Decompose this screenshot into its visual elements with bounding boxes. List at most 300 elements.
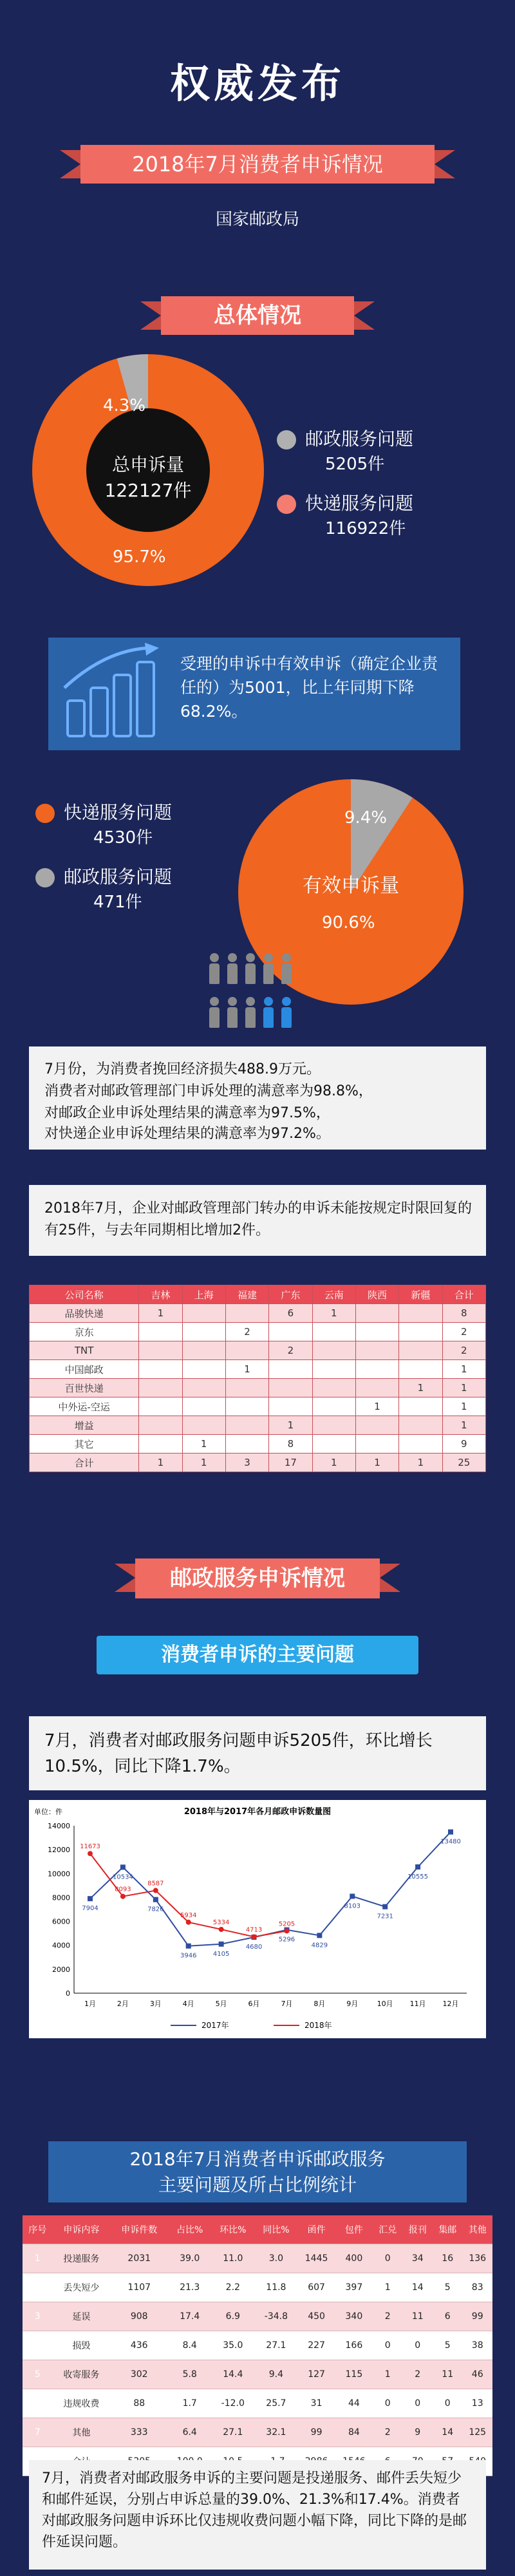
table2-cell: 27.1	[254, 2331, 297, 2360]
table2-cell: 607	[297, 2273, 335, 2302]
table1-cell	[399, 1323, 442, 1341]
table1-row	[30, 1454, 486, 1472]
table2-cell: 其他	[52, 2418, 110, 2447]
y-tick-label: 2000	[52, 1965, 70, 1974]
table2-cell: 25.7	[254, 2389, 297, 2418]
table1-cell: TNT	[30, 1341, 139, 1360]
data-label: 10534	[113, 1873, 133, 1881]
data-point	[120, 1864, 126, 1870]
postal-ribbon	[135, 1558, 380, 1598]
table1-cell	[225, 1397, 268, 1416]
table2-cell: 4	[23, 2331, 52, 2360]
data-label: 4829	[311, 1942, 328, 1949]
table1-cell	[182, 1416, 225, 1435]
table2-cell: 11.8	[254, 2273, 297, 2302]
table1-cell	[139, 1435, 182, 1454]
x-tick-label: 8月	[314, 2000, 326, 2008]
source-label: 国家邮政局	[215, 210, 299, 229]
table1-row	[30, 1304, 486, 1323]
data-point	[219, 1927, 224, 1932]
table2-cell: 11	[403, 2302, 433, 2331]
table2-title-line-1: 2018年7月消费者申诉邮政服务	[129, 2148, 386, 2170]
table2-cell: 16	[433, 2244, 462, 2273]
final-text: 7月，消费者对邮政服务申诉的主要问题是投递服务、邮件丢失短少和邮件延误，分别占申诉总量的39.0%、21.3%和17.4%。消费者对邮政服务问题申诉环比仅违规收费问题小幅下降，同比下降的是邮件延误问题。	[42, 2470, 467, 2550]
table1-cell	[225, 1416, 268, 1435]
satisfaction-line-1: 7月份，为消费者挽回经济损失488.9万元。	[44, 1061, 321, 1077]
table1-header-cell: 吉林	[139, 1285, 182, 1304]
table2-header-cell: 序号	[23, 2215, 52, 2244]
table2-cell: 1445	[297, 2244, 335, 2273]
legend-express	[277, 489, 413, 539]
data-point	[88, 1851, 93, 1856]
x-tick-label: 6月	[248, 2000, 260, 2008]
postal-summary-text: 7月，消费者对邮政服务问题申诉5205件，环比增长10.5%，同比下降1.7%。	[44, 1731, 433, 1776]
postal-summary-box	[29, 1716, 486, 1790]
table1-cell: 京东	[30, 1323, 139, 1341]
data-label: 13480	[440, 1838, 461, 1846]
table2-cell: 5	[433, 2331, 462, 2360]
table1-cell: 8	[442, 1304, 485, 1323]
data-label: 4105	[212, 1950, 230, 1958]
table2-cell: 5.8	[168, 2360, 211, 2389]
table1-cell	[355, 1304, 398, 1323]
table1-cell	[139, 1397, 182, 1416]
table2-cell: 436	[110, 2331, 168, 2360]
data-label: 8587	[147, 1880, 164, 1888]
series-line-2017年	[90, 1832, 451, 1946]
data-point	[317, 1933, 322, 1938]
table2-cell: 1.7	[168, 2389, 211, 2418]
table1-cell: 9	[442, 1435, 485, 1454]
table2-cell: 损毁	[52, 2331, 110, 2360]
table1-cell	[182, 1360, 225, 1379]
table2-cell: 46	[462, 2360, 492, 2389]
table2-cell: 227	[297, 2331, 335, 2360]
x-tick-label: 11月	[409, 2000, 426, 2008]
table2-header-cell: 报刊	[403, 2215, 433, 2244]
table1-cell	[399, 1341, 442, 1360]
legend-label: 2018年	[304, 2021, 332, 2030]
table1-cell	[399, 1304, 442, 1323]
growth-chart-icon	[55, 643, 171, 746]
table1-cell	[399, 1397, 442, 1416]
table2-cell: 2	[373, 2418, 402, 2447]
postal-title: 邮政服务申诉情况	[170, 1566, 345, 1591]
table1-cell: 1	[399, 1454, 442, 1472]
table2-cell: 11	[433, 2360, 462, 2389]
table2-cell: 32.1	[254, 2418, 297, 2447]
table2-header-cell: 申诉件数	[110, 2215, 168, 2244]
data-label: 5334	[212, 1918, 230, 1926]
table1-cell: 2	[442, 1341, 485, 1360]
table2-cell: 0	[403, 2331, 433, 2360]
data-point	[415, 1864, 420, 1870]
table1-cell	[355, 1341, 398, 1360]
table1-cell	[269, 1397, 312, 1416]
table2-cell: 125	[462, 2418, 492, 2447]
table1-cell	[225, 1435, 268, 1454]
valid-banner	[48, 638, 460, 750]
legend-postal-label: 邮政服务问题	[305, 428, 414, 450]
table2-row	[23, 2418, 492, 2447]
valid-legend-express-dot	[35, 804, 55, 823]
table2-cell: 丢失短少	[52, 2273, 110, 2302]
table1-cell: 1	[442, 1379, 485, 1397]
table1-cell: 1	[442, 1360, 485, 1379]
table1-cell	[355, 1379, 398, 1397]
table1-cell	[182, 1323, 225, 1341]
x-tick-label: 2月	[117, 2000, 129, 2008]
person-icon	[227, 997, 238, 1028]
table1-cell	[139, 1379, 182, 1397]
table2-cell: 5	[433, 2273, 462, 2302]
data-point	[284, 1928, 289, 1933]
valid-pie-label: 有效申诉量	[303, 875, 399, 897]
final-box	[29, 2460, 486, 2570]
table1-cell: 1	[182, 1454, 225, 1472]
table2-cell: 9.4	[254, 2360, 297, 2389]
table2-cell: 302	[110, 2360, 168, 2389]
subtitle-text: 2018年7月消费者申诉情况	[132, 152, 383, 176]
table1-cell: 1	[312, 1454, 355, 1472]
table2-cell: 2	[23, 2273, 52, 2302]
table2-cell: 908	[110, 2302, 168, 2331]
person-icon	[263, 997, 274, 1028]
data-label: 5205	[278, 1920, 295, 1928]
data-label: 5934	[180, 1911, 197, 1919]
data-point	[448, 1830, 453, 1835]
chart-title: 2018年与2017年各月邮政申诉数量图	[183, 1807, 332, 1817]
x-tick-label: 7月	[281, 2000, 293, 2008]
table1-cell: 1	[355, 1397, 398, 1416]
table2-header-cell: 申诉内容	[52, 2215, 110, 2244]
subsection-ribbon	[97, 1636, 418, 1674]
table2-cell: 1107	[110, 2273, 168, 2302]
table2-cell: 投递服务	[52, 2244, 110, 2273]
valid-legend-express-value: 4530件	[93, 828, 153, 848]
table2-cell: 400	[335, 2244, 373, 2273]
valid-legend-postal-dot	[35, 868, 55, 887]
table2-cell: 88	[110, 2389, 168, 2418]
transfer-text: 2018年7月，企业对邮政管理部门转办的申诉未能按规定时限回复的有25件，与去年同期相比增加2件。	[44, 1200, 472, 1238]
table2-cell: 1	[23, 2244, 52, 2273]
table2-cell: 6.9	[211, 2302, 254, 2331]
table2-cell: 17.4	[168, 2302, 211, 2331]
table2-cell: 11.0	[211, 2244, 254, 2273]
table1-cell: 2	[442, 1323, 485, 1341]
table2-cell: 8.4	[168, 2331, 211, 2360]
satisfaction-line-2: 消费者对邮政管理部门申诉处理的满意率为98.8%，	[44, 1083, 373, 1099]
table2-cell: 2	[373, 2302, 402, 2331]
table2-title-line-2: 主要问题及所占比例统计	[158, 2174, 357, 2195]
subtitle-ribbon	[80, 145, 435, 184]
table2-cell: 2031	[110, 2244, 168, 2273]
valid-legend-postal-label: 邮政服务问题	[64, 866, 173, 887]
y-tick-label: 14000	[48, 1822, 70, 1830]
table1-cell: 中国邮政	[30, 1360, 139, 1379]
monthly-line-chart	[29, 1800, 486, 2038]
table1-cell: 合计	[30, 1454, 139, 1472]
table1-cell: 1	[399, 1379, 442, 1397]
table1-cell	[312, 1323, 355, 1341]
x-tick-label: 1月	[84, 2000, 96, 2008]
x-tick-label: 4月	[182, 2000, 194, 2008]
data-label: 10555	[407, 1873, 428, 1880]
table2-cell: 31	[297, 2389, 335, 2418]
x-tick-label: 10月	[377, 2000, 393, 2008]
data-point	[382, 1904, 388, 1909]
table1-cell	[312, 1397, 355, 1416]
table1-header-cell: 广东	[269, 1285, 312, 1304]
x-tick-label: 12月	[442, 2000, 459, 2008]
table1-cell	[312, 1435, 355, 1454]
table2-cell: 166	[335, 2331, 373, 2360]
data-point	[88, 1896, 93, 1901]
table1-header-cell: 合计	[442, 1285, 485, 1304]
data-point	[120, 1894, 126, 1899]
table2-cell: 0	[373, 2244, 402, 2273]
table2-cell: 127	[297, 2360, 335, 2389]
legend-express-dot	[277, 495, 296, 514]
table1-header-cell: 公司名称	[30, 1285, 139, 1304]
table2-row	[23, 2389, 492, 2418]
table1-cell	[182, 1379, 225, 1397]
table2-header-cell: 环比%	[211, 2215, 254, 2244]
table1-cell	[399, 1435, 442, 1454]
table1-cell: 2	[225, 1323, 268, 1341]
data-point	[186, 1920, 191, 1925]
table1-cell	[312, 1360, 355, 1379]
y-tick-label: 12000	[48, 1846, 70, 1855]
person-icon	[281, 997, 292, 1028]
table1-cell: 1	[269, 1416, 312, 1435]
table1-row	[30, 1323, 486, 1341]
table1-cell	[399, 1416, 442, 1435]
data-point	[153, 1897, 158, 1902]
table1-row	[30, 1397, 486, 1416]
table2-cell: 2	[403, 2360, 433, 2389]
person-icon	[209, 953, 220, 984]
table2-header-cell: 集邮	[433, 2215, 462, 2244]
table1-cell	[139, 1341, 182, 1360]
data-label: 11673	[80, 1843, 100, 1851]
table1-cell	[355, 1360, 398, 1379]
data-label: 8103	[344, 1902, 360, 1910]
table2-cell: 34	[403, 2244, 433, 2273]
table2-cell: 收寄服务	[52, 2360, 110, 2389]
valid-legend-express	[35, 799, 172, 848]
people-icon-group	[209, 953, 338, 1037]
table1-cell: 2	[269, 1341, 312, 1360]
table1-cell: 增益	[30, 1416, 139, 1435]
table2-cell: 14	[433, 2418, 462, 2447]
table1-cell: 6	[269, 1304, 312, 1323]
table2-header-cell: 占比%	[168, 2215, 211, 2244]
donut-express-pct: 95.7%	[113, 547, 166, 567]
table1-cell	[225, 1379, 268, 1397]
satisfaction-line-3: 对邮政企业申诉处理结果的满意率为97.5%，	[44, 1105, 330, 1121]
table2-cell: 35.0	[211, 2331, 254, 2360]
issues-table-wrap	[23, 2215, 492, 2476]
person-icon	[209, 997, 220, 1028]
table1-cell: 中外运-空运	[30, 1397, 139, 1416]
table2-cell: 1	[373, 2360, 402, 2389]
overall-title: 总体情况	[214, 303, 301, 328]
table1-cell	[399, 1360, 442, 1379]
table1-header-cell: 陕西	[355, 1285, 398, 1304]
table1-row	[30, 1360, 486, 1379]
table2-cell: 延误	[52, 2302, 110, 2331]
table1-cell	[312, 1341, 355, 1360]
monthly-chart-panel	[29, 1800, 486, 2038]
data-label: 7826	[147, 1906, 164, 1913]
table2-cell: 7	[23, 2418, 52, 2447]
table1-header-cell: 福建	[225, 1285, 268, 1304]
legend-express-value: 116922件	[325, 519, 406, 538]
valid-legend-express-label: 快递服务问题	[64, 802, 173, 823]
table2-cell: 44	[335, 2389, 373, 2418]
table1-cell: 百世快递	[30, 1379, 139, 1397]
y-tick-label: 4000	[52, 1941, 70, 1950]
legend-label: 2017年	[201, 2021, 229, 2030]
table2-cell: 39.0	[168, 2244, 211, 2273]
table2-cell: 340	[335, 2302, 373, 2331]
table1-cell	[225, 1304, 268, 1323]
data-label: 4713	[245, 1926, 263, 1934]
transfer-box	[29, 1185, 486, 1256]
legend-postal	[277, 425, 413, 475]
table2-cell: 38	[462, 2331, 492, 2360]
table1-cell: 1	[139, 1304, 182, 1323]
data-label: 4680	[245, 1944, 263, 1951]
table2-row	[23, 2302, 492, 2331]
table1-cell	[182, 1341, 225, 1360]
valid-legend-postal	[35, 863, 172, 913]
table2-row	[23, 2273, 492, 2302]
table1-cell: 1	[139, 1454, 182, 1472]
table2-cell: 9	[403, 2418, 433, 2447]
table1-cell: 其它	[30, 1435, 139, 1454]
table2-cell: 83	[462, 2273, 492, 2302]
table2-cell: 115	[335, 2360, 373, 2389]
table1-cell	[139, 1360, 182, 1379]
table2-cell: 397	[335, 2273, 373, 2302]
table2-cell: 6	[23, 2389, 52, 2418]
table1-header-cell: 新疆	[399, 1285, 442, 1304]
data-label: 7231	[377, 1913, 393, 1920]
table2-cell: 5	[23, 2360, 52, 2389]
table1-cell: 1	[182, 1435, 225, 1454]
table2-cell: 136	[462, 2244, 492, 2273]
valid-pie-express-pct: 90.6%	[322, 913, 375, 933]
table1-row	[30, 1379, 486, 1397]
table1-row	[30, 1341, 486, 1360]
valid-pie-postal-pct: 9.4%	[344, 808, 388, 828]
table2-header-cell: 包件	[335, 2215, 373, 2244]
table1-cell: 1	[312, 1304, 355, 1323]
chart-ylabel: 单位：件	[34, 1808, 62, 1816]
table2-cell: 6.4	[168, 2418, 211, 2447]
table1-cell	[355, 1416, 398, 1435]
issues-table	[23, 2215, 492, 2476]
table1-cell	[139, 1416, 182, 1435]
table1-cell: 品骏快递	[30, 1304, 139, 1323]
legend-postal-dot	[277, 430, 296, 450]
table2-cell: 0	[433, 2389, 462, 2418]
table2-cell: 0	[373, 2389, 402, 2418]
donut-label: 总申诉量	[111, 454, 184, 475]
y-tick-label: 8000	[52, 1893, 70, 1902]
table1-cell	[269, 1323, 312, 1341]
table2-header	[48, 2141, 467, 2202]
table1-header-cell: 云南	[312, 1285, 355, 1304]
transfer-table	[29, 1285, 486, 1472]
table1-cell: 3	[225, 1454, 268, 1472]
table2-cell: 99	[297, 2418, 335, 2447]
table1-cell: 25	[442, 1454, 485, 1472]
y-tick-label: 0	[66, 1989, 70, 1998]
table1-row	[30, 1435, 486, 1454]
table2-row	[23, 2244, 492, 2273]
table2-cell: 2.2	[211, 2273, 254, 2302]
person-icon	[227, 953, 238, 984]
table1-cell: 1	[355, 1454, 398, 1472]
table2-cell: 14	[403, 2273, 433, 2302]
transfer-table-wrap	[29, 1285, 486, 1472]
data-point	[186, 1944, 191, 1949]
table1-cell	[182, 1397, 225, 1416]
person-icon	[263, 953, 274, 984]
table2-header-cell: 同比%	[254, 2215, 297, 2244]
table1-cell: 8	[269, 1435, 312, 1454]
data-label: 8093	[115, 1886, 131, 1893]
table1-cell	[269, 1379, 312, 1397]
table2-cell: 13	[462, 2389, 492, 2418]
table2-cell: 21.3	[168, 2273, 211, 2302]
satisfaction-box	[29, 1046, 486, 1150]
table2-cell: 0	[403, 2389, 433, 2418]
valid-text: 受理的申诉中有效申诉（确定企业责任的）为5001，比上年同期下降68.2%。	[180, 654, 438, 721]
table1-cell: 17	[269, 1454, 312, 1472]
table2-cell: 3.0	[254, 2244, 297, 2273]
table2-cell: 1	[373, 2273, 402, 2302]
table2-header-cell: 函件	[297, 2215, 335, 2244]
table1-cell	[182, 1304, 225, 1323]
page-title: 权威发布	[169, 60, 345, 107]
x-tick-label: 3月	[149, 2000, 162, 2008]
data-label: 5296	[278, 1936, 295, 1944]
table2-cell: 0	[373, 2331, 402, 2360]
y-tick-label: 10000	[48, 1870, 70, 1879]
table2-row	[23, 2331, 492, 2360]
donut-postal-pct: 4.3%	[103, 396, 146, 415]
overall-ribbon	[161, 296, 354, 335]
donut-total: 122127件	[104, 480, 192, 501]
table1-row	[30, 1416, 486, 1435]
subsection-title: 消费者申诉的主要问题	[161, 1643, 354, 1666]
table2-cell: 14.4	[211, 2360, 254, 2389]
table1-cell	[355, 1435, 398, 1454]
valid-legend-postal-value: 471件	[93, 893, 142, 912]
data-point	[252, 1934, 257, 1939]
satisfaction-line-4: 对快递企业申诉处理结果的满意率为97.2%。	[44, 1126, 330, 1142]
table2-cell: 99	[462, 2302, 492, 2331]
table1-cell	[355, 1323, 398, 1341]
table1-cell	[269, 1360, 312, 1379]
table2-cell: 6	[433, 2302, 462, 2331]
data-point	[153, 1888, 158, 1893]
table1-header-cell: 上海	[182, 1285, 225, 1304]
